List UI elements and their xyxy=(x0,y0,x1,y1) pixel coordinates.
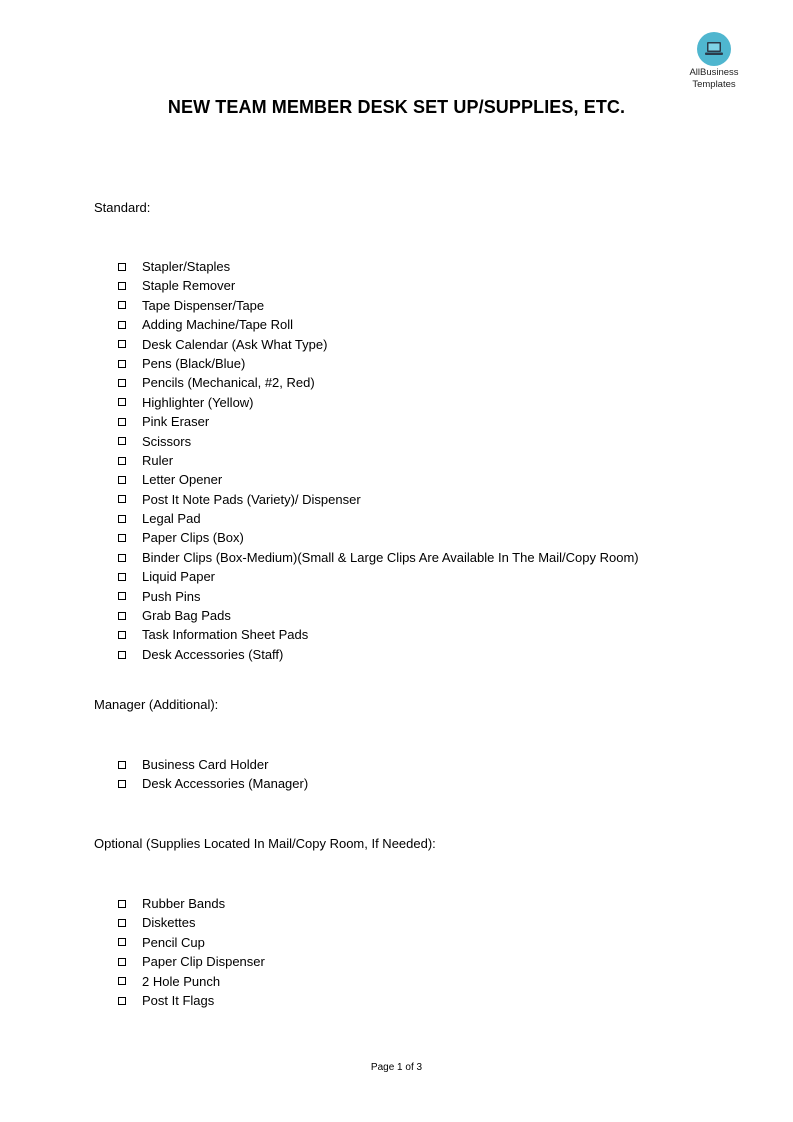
checklist-item xyxy=(116,606,639,625)
checklist-item-label: Pencils (Mechanical, #2, Red) xyxy=(142,375,315,391)
checklist-item-label: Scissors xyxy=(142,433,192,449)
checkbox-icon[interactable] xyxy=(118,437,126,445)
checklist-item xyxy=(116,393,639,412)
checklist-item-label: Legal Pad xyxy=(142,511,201,527)
checklist-item xyxy=(116,894,265,913)
checklist-item xyxy=(116,952,265,971)
checkbox-icon[interactable] xyxy=(118,340,126,348)
checklist-item-label: Desk Calendar (Ask What Type) xyxy=(142,336,328,352)
checkbox-icon[interactable] xyxy=(118,997,126,1005)
checklist-item xyxy=(116,490,639,509)
checkbox-icon[interactable] xyxy=(118,515,126,523)
checkbox-icon[interactable] xyxy=(118,360,126,368)
checklist-item-label: Letter Opener xyxy=(142,472,223,488)
checkbox-icon[interactable] xyxy=(118,457,126,465)
checklist-item xyxy=(116,548,639,567)
laptop-icon xyxy=(697,32,731,66)
checkbox-icon[interactable] xyxy=(118,476,126,484)
checklist-item-label: Desk Accessories (Staff) xyxy=(142,646,284,662)
checklist-item-label: Paper Clip Dispenser xyxy=(142,954,265,970)
checklist-item-label: Pink Eraser xyxy=(142,414,210,430)
section-label-optional: Optional (Supplies Located In Mail/Copy Room, If Needed): xyxy=(94,836,436,851)
checklist-item-label: Grab Bag Pads xyxy=(142,608,231,624)
checklist-item-label: Push Pins xyxy=(142,588,201,604)
checklist-optional xyxy=(116,894,265,1010)
checkbox-icon[interactable] xyxy=(118,379,126,387)
checklist-item xyxy=(116,625,639,644)
checkbox-icon[interactable] xyxy=(118,495,126,503)
checklist-item-label: Diskettes xyxy=(142,915,196,931)
checkbox-icon[interactable] xyxy=(118,554,126,562)
checklist-item-label: Ruler xyxy=(142,452,174,468)
checklist-item xyxy=(116,933,265,952)
checklist-item xyxy=(116,972,265,991)
checklist-item xyxy=(116,296,639,315)
checkbox-icon[interactable] xyxy=(118,938,126,946)
checklist-item-label: Binder Clips (Box-Medium)(Small & Large Clips Are Available In The Mail/Copy Room) xyxy=(142,549,639,565)
checkbox-icon[interactable] xyxy=(118,534,126,542)
checklist-item-label: Rubber Bands xyxy=(142,896,226,911)
checklist-item xyxy=(116,257,639,276)
checkbox-icon[interactable] xyxy=(118,651,126,659)
checkbox-icon[interactable] xyxy=(118,900,126,908)
checkbox-icon[interactable] xyxy=(118,263,126,271)
checklist-item xyxy=(116,991,265,1010)
checklist-item-label: Post It Flags xyxy=(142,992,215,1008)
checkbox-icon[interactable] xyxy=(118,761,126,769)
checklist-item xyxy=(116,432,639,451)
checkbox-icon[interactable] xyxy=(118,612,126,620)
checklist-item-label: Desk Accessories (Manager) xyxy=(142,776,309,792)
checklist-item-label: Adding Machine/Tape Roll xyxy=(142,317,294,333)
checklist-item-label: Post It Note Pads (Variety)/ Dispenser xyxy=(142,491,361,507)
allbusiness-templates-logo xyxy=(684,32,744,90)
checklist-item xyxy=(116,913,265,932)
checkbox-icon[interactable] xyxy=(118,977,126,985)
checklist-item xyxy=(116,412,639,431)
checklist-item-label: Tape Dispenser/Tape xyxy=(142,297,265,313)
checklist-item-label: Pencil Cup xyxy=(142,934,205,950)
checklist-item-label: Highlighter (Yellow) xyxy=(142,394,254,410)
checkbox-icon[interactable] xyxy=(118,573,126,581)
checklist-item xyxy=(116,645,639,664)
page-footer: Page 1 of 3 xyxy=(370,1062,423,1073)
checklist-item xyxy=(116,276,639,295)
checkbox-icon[interactable] xyxy=(118,631,126,639)
checklist-item xyxy=(116,470,639,489)
checkbox-icon[interactable] xyxy=(118,418,126,426)
checklist-item-label: 2 Hole Punch xyxy=(142,973,221,989)
checklist-item-label: Business Card Holder xyxy=(142,757,269,772)
checklist-item xyxy=(116,774,308,793)
page-title: NEW TEAM MEMBER DESK SET UP/SUPPLIES, ETC. xyxy=(167,97,626,117)
logo-text-line2: Templates xyxy=(692,79,736,90)
checklist-standard xyxy=(116,257,639,664)
checklist-item xyxy=(116,755,308,774)
checkbox-icon[interactable] xyxy=(118,780,126,788)
checklist-item xyxy=(116,587,639,606)
checkbox-icon[interactable] xyxy=(118,321,126,329)
checklist-item-label: Staple Remover xyxy=(142,278,236,294)
checklist-item xyxy=(116,335,639,354)
section-label-standard: Standard: xyxy=(94,200,151,215)
checklist-item-label: Stapler/Staples xyxy=(142,259,231,274)
checklist-item xyxy=(116,315,639,334)
checklist-item xyxy=(116,451,639,470)
checklist-item xyxy=(116,528,639,547)
checklist-item xyxy=(116,509,639,528)
checklist-item xyxy=(116,354,639,373)
checkbox-icon[interactable] xyxy=(118,398,126,406)
checklist-item xyxy=(116,567,639,586)
checklist-item-label: Paper Clips (Box) xyxy=(142,530,244,546)
checkbox-icon[interactable] xyxy=(118,282,126,290)
checkbox-icon[interactable] xyxy=(118,958,126,966)
checklist-item-label: Pens (Black/Blue) xyxy=(142,355,246,371)
checkbox-icon[interactable] xyxy=(118,919,126,927)
checkbox-icon[interactable] xyxy=(118,301,126,309)
checklist-item-label: Liquid Paper xyxy=(142,569,215,585)
checklist-item xyxy=(116,373,639,392)
checklist-item-label: Task Information Sheet Pads xyxy=(142,627,309,643)
checklist-manager xyxy=(116,755,308,794)
section-label-manager: Manager (Additional): xyxy=(94,697,219,712)
checkbox-icon[interactable] xyxy=(118,592,126,600)
logo-text-line1: AllBusiness xyxy=(689,67,739,78)
